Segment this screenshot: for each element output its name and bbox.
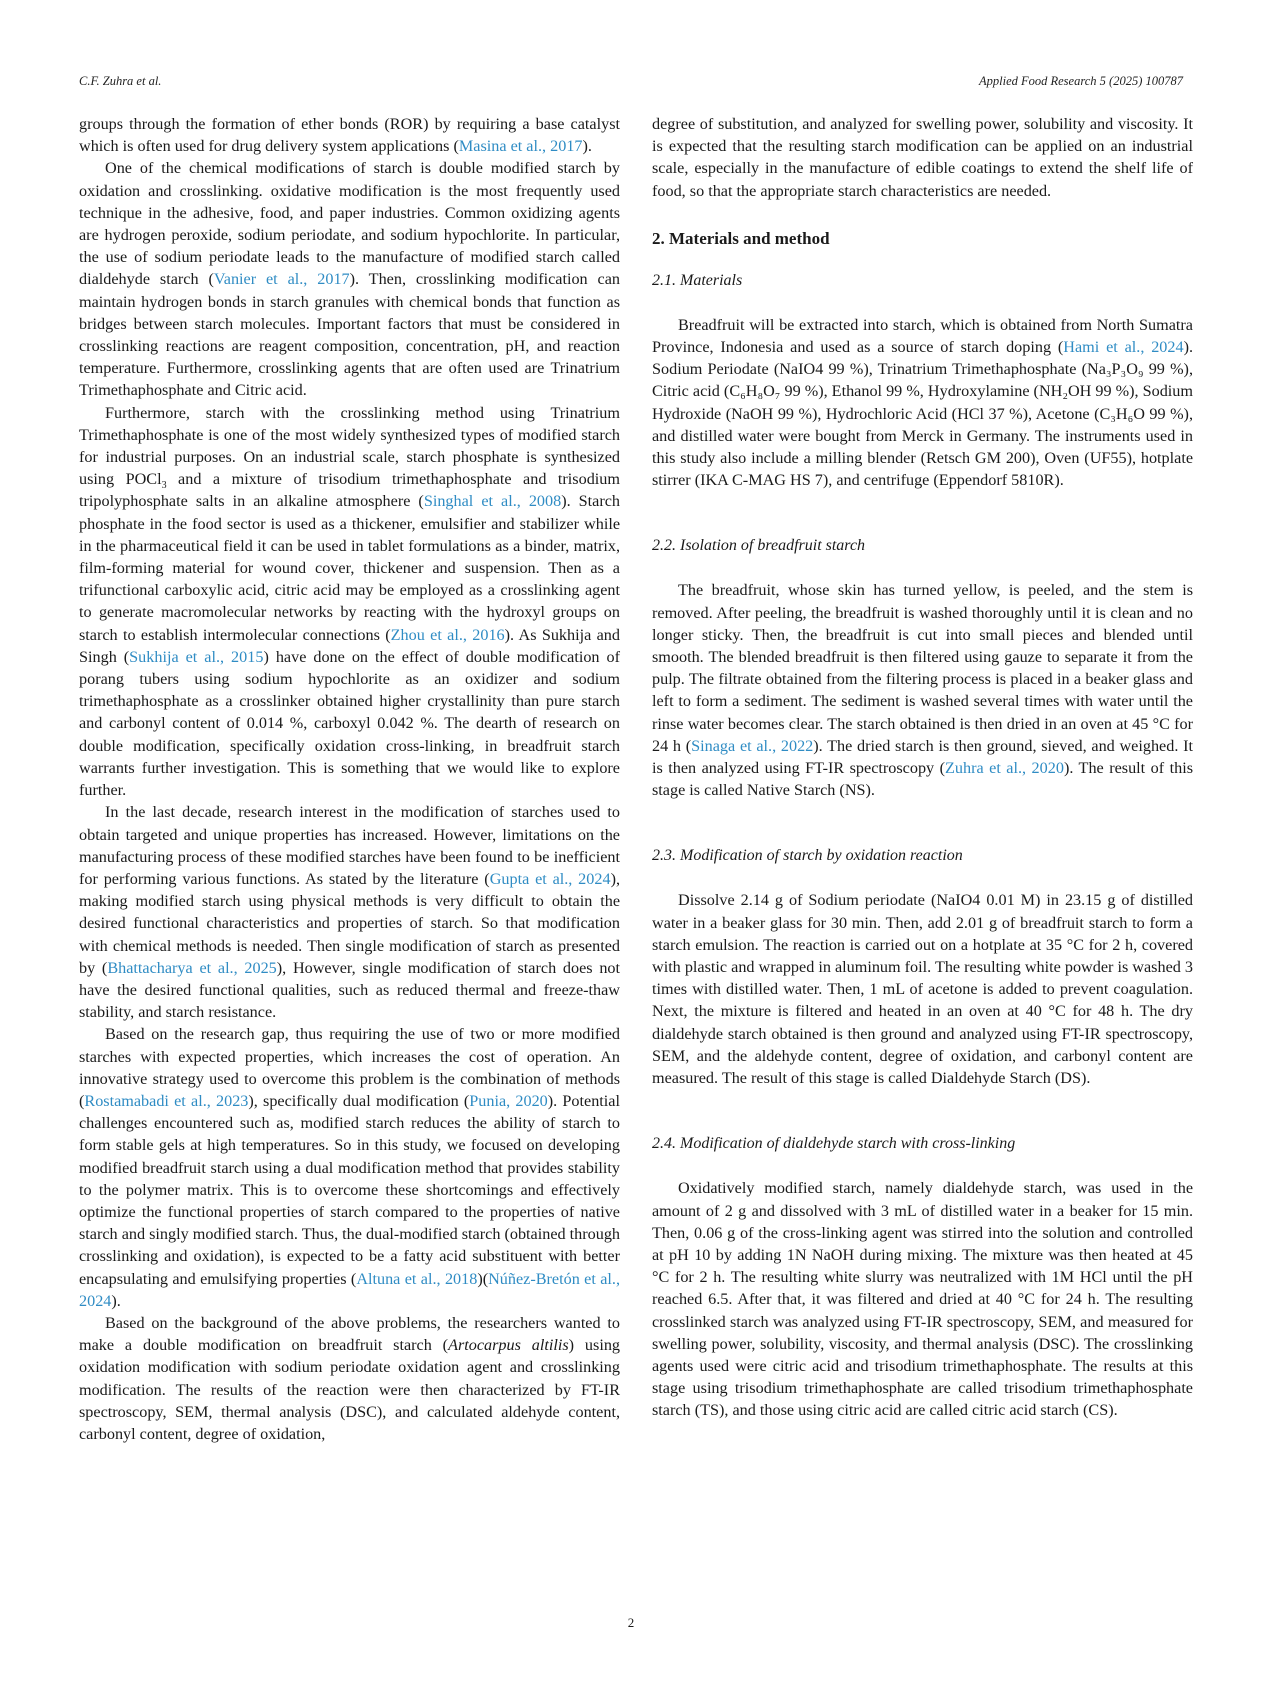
citation-link[interactable]: Vanier et al., 2017 xyxy=(213,270,350,289)
text: )( xyxy=(477,1269,489,1288)
subsection-heading-isolation: 2.2. Isolation of breadfruit starch xyxy=(652,537,866,555)
text: Based on the background of the above problems, the researchers wanted to make a double modification on breadfruit starch ( xyxy=(79,1313,620,1355)
text: ). Sodium Periodate (NaIO4 99 %), Trinatrium Trimethaphosphate (Na₃P₃O₉ 99 %), Citric acid (C₆H₈O₇ 99 %), Ethanol 99 %, Hydroxylamine (NH₂OH 99 %), Sodium Hydroxide (NaOH 99 %), Hydrochloric Acid (HCl 37 %), Acetone (C₃H₆O 99 %), and distilled water were bought from Merck in Germany. The instruments used in this study also include a milling blender (Retsch GM 200), Oven (UF55), hotplate stirrer (IKA C-MAG HS 7), and centrifuge (Eppendorf 5810R). xyxy=(652,338,1194,490)
text: ). xyxy=(582,137,592,156)
text: ). The result of this stage is called Native Starch (NS). xyxy=(652,759,1193,800)
paragraph-materials xyxy=(652,314,1193,492)
paragraph-background xyxy=(79,1312,620,1445)
section-heading-materials-method: 2. Materials and method xyxy=(652,228,830,248)
paragraph-oxidation: Dissolve 2.14 g of Sodium periodate (NaIO4 0.01 M) in 23.15 g of distilled water in a beaker glass for 30 min. Then, add 2.01 g of breadfruit starch to form a starch emulsion. The reaction is carried out on a hotplate at 35 °C for 2 h, covered with plastic and wrapped in aluminum foil. The resulting white powder is washed 3 times with distilled water. Then, 1 mL of acetone is added to prevent coagulation. Next, the mixture is filtered and heated in an oven at 40 °C for 48 h. The dry dialdehyde starch obtained is then ground and analyzed using FT-IR spectroscopy, SEM, and the aldehyde content, degree of oxidation, and carbonyl content are measured. The result of this stage is called Dialdehyde Starch (DS). xyxy=(652,891,1193,1088)
citation-link[interactable]: Bhattacharya et al., 2025 xyxy=(107,958,277,977)
text: groups through the formation of ether bonds (ROR) by requiring a base catalyst which is often used for drug delivery system applications ( xyxy=(79,115,620,156)
citation-link[interactable]: Punia, 2020 xyxy=(469,1091,548,1110)
right-column xyxy=(652,113,1193,1422)
text: ), However, single modification of starch does not have the desired functional qualities, such as reduced thermal and freeze-thaw stability, and starch resistance. xyxy=(79,958,620,1022)
text: ) using oxidation modification with sodium periodate oxidation agent and crosslinking modification. The results of the reaction were then characterized by FT-IR spectroscopy, SEM, thermal analysis (DSC), and calculated aldehyde content, carbonyl content, degree of oxidation, xyxy=(79,1336,620,1443)
paragraph-isolation xyxy=(652,579,1193,801)
text: ) have done on the effect of double modification of porang tubers using sodium hypochlorite as an oxidizer and sodium trimethaphosphate as a crosslinker obtained higher crystallinity than pure starch and carbonyl content of 0.014 %, carboxyl 0.042 %. The dearth of research on double modification, specifically oxidation cross-linking, in breadfruit starch warrants further investigation. This is something that we would like to explore further. xyxy=(79,647,620,800)
citation-link[interactable]: Singhal et al., 2008 xyxy=(423,492,562,511)
paragraph-continued: degree of substitution, and analyzed for swelling power, solubility and viscosity. It is expected that the resulting starch modification can be applied on an industrial scale, especially in the manufacture of edible coatings to extend the shelf life of food, so that the appropriate starch characteristics are needed. xyxy=(652,115,1193,200)
paragraph-last-decade xyxy=(79,801,620,1023)
citation-link[interactable]: Masina et al., 2017 xyxy=(458,137,583,156)
subsection-heading-crosslinking: 2.4. Modification of dialdehyde starch with cross-linking xyxy=(652,1135,1016,1153)
text: Based on the research gap, thus requiring the use of two or more modified starches with expected properties, which increases the cost of operation. An innovative strategy used to overcome this problem is the combination of methods ( xyxy=(79,1025,620,1110)
text: ), making modified starch using physical methods is very difficult to obtain the desired functional characteristics and properties of starch. So that modification with chemical methods is needed. Then single modification of starch as presented by ( xyxy=(79,869,620,977)
text: In the last decade, research interest in the modification of starches used to obtain targeted and unique properties has increased. However, limitations on the manufacturing process of these modified starches have been found to be inefficient for performing various functions. As stated by the literature ( xyxy=(79,803,620,888)
citation-link[interactable]: Gupta et al., 2024 xyxy=(489,869,611,888)
left-column xyxy=(79,113,620,1445)
paragraph-research-gap xyxy=(79,1023,620,1312)
text: ). As Sukhija and Singh ( xyxy=(79,625,620,666)
subscript: 3 xyxy=(161,480,167,492)
citation-link[interactable]: Altuna et al., 2018 xyxy=(356,1269,478,1288)
paragraph-trimethaphosphate xyxy=(79,402,620,802)
page-number: 2 xyxy=(627,1615,635,1630)
text: ). The dried starch is then ground, sieved, and weighed. It is then analyzed using FT-IR spectroscopy ( xyxy=(652,736,1194,778)
paragraph-crosslinking: Oxidatively modified starch, namely dialdehyde starch, was used in the amount of 2 g and dissolved with 3 mL of distilled water in a beaker for 15 min. Then, 0.06 g of the cross-linking agent was stirred into the solution and controlled at pH 10 by adding 1N NaOH during mixing. The mixture was then heated at 45 °C for 2 h. The resulting white slurry was neutralized with 1M HCl until the pH reached 6.5. After that, it was filtered and dried at 40 °C for 24 h. The resulting crosslinked starch was analyzed using FT-IR spectroscopy, SEM, and measured for swelling power, solubility, viscosity, and thermal analysis (DSC). The crosslinking agents used were citric acid and trisodium trimethaphosphate. The results at this stage using trisodium trimethaphosphate are called trisodium trimethaphosphate starch (TS), and those using citric acid are called citric acid starch (CS). xyxy=(652,1179,1193,1420)
text: ), specifically dual modification ( xyxy=(248,1091,470,1110)
citation-link[interactable]: Rostamabadi et al., 2023 xyxy=(84,1091,249,1110)
text: ). Potential challenges encountered such as, modified starch reduces the ability of starch to form stable gels at high temperatures. So in this study, we focused on developing modified breadfruit starch using a dual modification method that provides stability to the polymer matrix. This is to overcome these shortcomings and effectively optimize the functional properties of starch compared to the properties of native starch and singly modified starch. Thus, the dual-modified starch (obtained through crosslinking and oxidation), is expected to be a fatty acid substituent with better encapsulating and emulsifying properties ( xyxy=(79,1091,620,1288)
species-name: Artocarpus altilis xyxy=(448,1336,569,1355)
text: The breadfruit, whose skin has turned yellow, is peeled, and the stem is removed. After peeling, the breadfruit is washed thoroughly until it is clean and no longer sticky. Then, the breadfruit is cut into small pieces and blended until smooth. The blended breadfruit is then filtered using gauze to separate it from the pulp. The filtrate obtained from the filtering process is placed in a beaker glass and left to form a sediment. The sediment is washed several times with water until the rinse water becomes clear. The starch obtained is then dried in an oven at 45 °C for 24 h ( xyxy=(652,581,1193,755)
text: ). Starch phosphate in the food sector is used as a thickener, emulsifier and stabilizer while in the pharmaceutical field it can be used in tablet formulations as a binder, matrix, film-forming material for wound cover, thickener and suspension. Then as a trifunctional carboxylic acid, citric acid may be employed as a crosslinking agent to generate macromolecular networks by reacting with the hydroxyl groups on starch to establish intermolecular connections ( xyxy=(79,492,621,644)
text: Breadfruit will be extracted into starch, which is obtained from North Sumatra Province, Indonesia and used as a source of starch doping ( xyxy=(652,315,1193,357)
text: ). xyxy=(111,1291,121,1310)
citation-link[interactable]: Sinaga et al., 2022 xyxy=(691,736,814,755)
text: Furthermore, starch with the crosslinking method using Trinatrium Trimethaphosphate is one of the most widely synthesized types of modified starch for industrial purposes. On an industrial scale, starch phosphate is synthesized using POCl xyxy=(79,403,620,489)
subsection-heading-materials: 2.1. Materials xyxy=(652,271,743,289)
citation-link[interactable]: Hami et al., 2024 xyxy=(1063,338,1184,357)
text: One of the chemical modifications of starch is double modified starch by oxidation and crosslinking. oxidative modification is the most frequently used technique in the adhesive, food, and paper industries. Common oxidizing agents are hydrogen peroxide, sodium periodate, and sodium hypochlorite. In particular, the use of sodium periodate leads to the manufacture of modified starch called dialdehyde starch ( xyxy=(79,159,620,289)
paragraph-double-modified xyxy=(79,157,620,401)
citation-link[interactable]: Núñez-Bretón et al., 2024 xyxy=(79,1269,621,1310)
running-head-journal: Applied Food Research 5 (2025) 100787 xyxy=(978,74,1183,88)
subsection-heading-oxidation: 2.3. Modification of starch by oxidation reaction xyxy=(652,847,963,865)
citation-link[interactable]: Zuhra et al., 2020 xyxy=(945,759,1064,778)
running-head-authors: C.F. Zuhra et al. xyxy=(79,74,162,88)
paragraph-ether-bonds xyxy=(79,113,620,157)
text: and a mixture of trisodium trimethaphosphate and trisodium tripolyphosphate salts in an alkaline atmosphere ( xyxy=(79,470,620,511)
text: ). Then, crosslinking modification can maintain hydrogen bonds in starch granules with chemical bonds that function as bridges between starch molecules. Important factors that must be considered in crosslinking reactions are reagent composition, concentration, pH, and reaction temperature. Furthermore, crosslinking agents that are often used are Trinatrium Trimethaphosphate and Citric acid. xyxy=(79,270,620,400)
citation-link[interactable]: Zhou et al., 2016 xyxy=(390,625,505,644)
citation-link[interactable]: Sukhija et al., 2015 xyxy=(129,647,264,666)
